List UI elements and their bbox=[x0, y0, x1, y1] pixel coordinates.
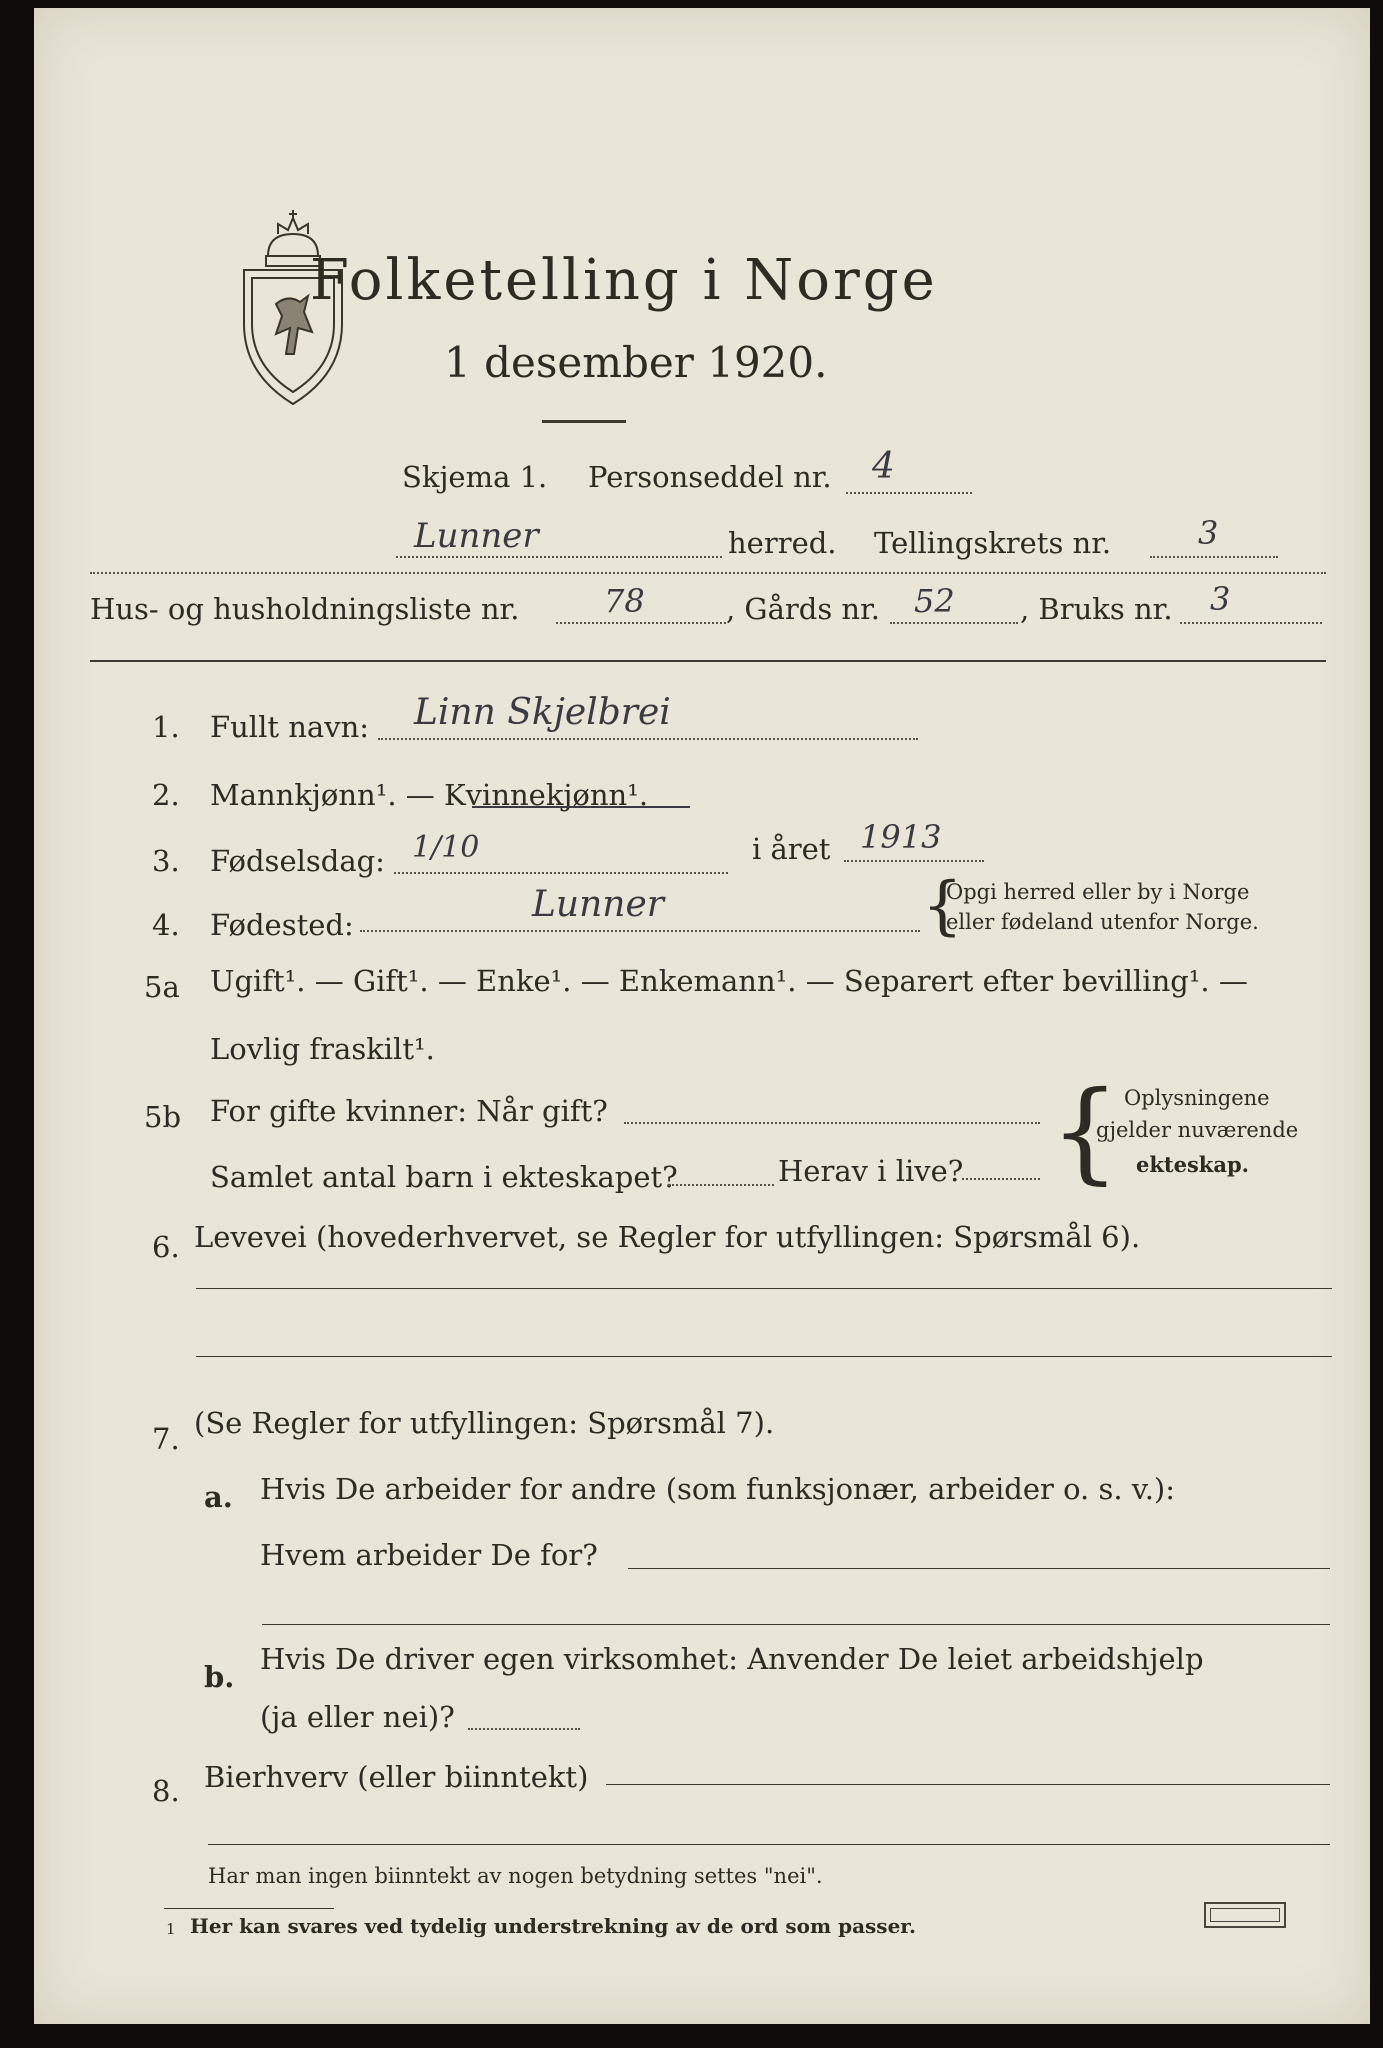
hus-value[interactable]: 78 bbox=[604, 582, 645, 620]
q8-note: Har man ingen biinntekt av nogen betydning settes "nei". bbox=[208, 1864, 823, 1888]
tellingskrets-value[interactable]: 3 bbox=[1198, 514, 1219, 552]
q5a-number: 5a bbox=[144, 970, 180, 1004]
herred-line bbox=[396, 556, 722, 558]
q6-label: Levevei (hovederhvervet, se Regler for utfyllingen: Spørsmål 6). bbox=[194, 1220, 1141, 1254]
q1-full-name-value[interactable]: Linn Skjelbrei bbox=[414, 692, 671, 733]
q7a-line2: Hvem arbeider De for? bbox=[260, 1538, 598, 1572]
q4-brace: { bbox=[922, 869, 963, 943]
q7b-line1: Hvis De driver egen virksomhet: Anvender De leiet arbeidshjelp bbox=[260, 1642, 1204, 1676]
q5a-marital-options: Ugift¹. — Gift¹. — Enke¹. — Enkemann¹. — Separert efter bevilling¹. — bbox=[210, 964, 1248, 998]
q7b-letter: b. bbox=[204, 1660, 235, 1694]
herred-label: herred. bbox=[728, 526, 837, 560]
q5b-when-married-label: For gifte kvinner: Når gift? bbox=[210, 1094, 608, 1128]
q7a-line1: Hvis De arbeider for andre (som funksjonær, arbeider o. s. v.): bbox=[260, 1472, 1176, 1506]
q5b-note-line1: Oplysningene bbox=[1124, 1086, 1270, 1110]
personseddel-value[interactable]: 4 bbox=[872, 446, 895, 487]
q3-year-line bbox=[844, 860, 984, 862]
q3-year-value[interactable]: 1913 bbox=[860, 818, 942, 856]
title-divider bbox=[542, 420, 626, 423]
q5b-children-line[interactable] bbox=[668, 1184, 774, 1186]
bruks-label: , Bruks nr. bbox=[1020, 592, 1173, 626]
q5b-number: 5b bbox=[144, 1100, 182, 1134]
gards-value[interactable]: 52 bbox=[914, 582, 955, 620]
q2-kvinnekjonn-underline[interactable] bbox=[472, 806, 690, 808]
q5b-note-line3: ekteskap. bbox=[1136, 1152, 1249, 1177]
q1-label: Fullt navn: bbox=[210, 710, 370, 744]
hus-line bbox=[556, 622, 726, 624]
q8-number: 8. bbox=[152, 1774, 180, 1808]
q4-label: Fødested: bbox=[210, 908, 354, 942]
header-separator-dotted bbox=[90, 572, 1326, 574]
schema-label: Skjema 1. bbox=[402, 460, 548, 494]
q4-note-line1: Opgi herred eller by i Norge bbox=[946, 880, 1250, 904]
q5b-when-married-line[interactable] bbox=[624, 1122, 1040, 1124]
q7-label: (Se Regler for utfyllingen: Spørsmål 7). bbox=[194, 1406, 775, 1440]
q1-number: 1. bbox=[152, 710, 180, 744]
printer-mark-stamp bbox=[1204, 1902, 1286, 1928]
q8-label: Bierhverv (eller biinntekt) bbox=[204, 1760, 589, 1794]
q7-number: 7. bbox=[152, 1422, 180, 1456]
q7b-answer-line[interactable] bbox=[468, 1728, 580, 1730]
q1-line bbox=[378, 738, 918, 740]
personseddel-label: Personseddel nr. bbox=[588, 460, 832, 494]
header-separator-solid bbox=[90, 660, 1326, 662]
gards-label: , Gårds nr. bbox=[726, 592, 880, 626]
q7b-line2: (ja eller nei)? bbox=[260, 1700, 455, 1734]
q5b-note-line2: gjelder nuværende bbox=[1096, 1118, 1299, 1142]
q5b-brace: { bbox=[1050, 1067, 1120, 1195]
form-title: Folketelling i Norge bbox=[310, 248, 938, 313]
q4-number: 4. bbox=[152, 908, 180, 942]
footnote-divider bbox=[164, 1908, 334, 1909]
q2-gender-options: Mannkjønn¹. — Kvinnekjønn¹. bbox=[210, 778, 649, 812]
q3-line bbox=[394, 872, 728, 874]
q3-birthday-value[interactable]: 1/10 bbox=[412, 830, 480, 865]
q3-number: 3. bbox=[152, 844, 180, 878]
q8-answer-line-2[interactable] bbox=[208, 1844, 1330, 1845]
herred-value[interactable]: Lunner bbox=[414, 516, 539, 556]
q6-answer-line-2[interactable] bbox=[196, 1356, 1332, 1357]
hus-label: Hus- og husholdningsliste nr. bbox=[90, 592, 520, 626]
q5b-alive-label: Herav i live? bbox=[778, 1154, 964, 1188]
q3-year-label: i året bbox=[752, 832, 831, 866]
q7a-answer-line-1[interactable] bbox=[628, 1568, 1330, 1569]
tellingskrets-line bbox=[1150, 556, 1278, 558]
gards-line bbox=[890, 622, 1018, 624]
q4-birthplace-value[interactable]: Lunner bbox=[532, 884, 664, 925]
q6-number: 6. bbox=[152, 1230, 180, 1264]
q4-note-line2: eller fødeland utenfor Norge. bbox=[946, 910, 1259, 934]
personseddel-line bbox=[846, 492, 972, 494]
q2-number: 2. bbox=[152, 778, 180, 812]
census-date: 1 desember 1920. bbox=[444, 338, 828, 387]
bruks-line bbox=[1180, 622, 1322, 624]
q3-label: Fødselsdag: bbox=[210, 844, 385, 878]
q7a-letter: a. bbox=[204, 1480, 233, 1514]
footnote-mark: 1 bbox=[166, 1920, 176, 1938]
tellingskrets-label: Tellingskrets nr. bbox=[874, 526, 1112, 560]
census-form-page bbox=[34, 8, 1370, 2024]
q8-answer-line-1[interactable] bbox=[606, 1784, 1330, 1785]
q5b-children-label: Samlet antal barn i ekteskapet? bbox=[210, 1160, 678, 1194]
q6-answer-line-1[interactable] bbox=[196, 1288, 1332, 1289]
q5a-marital-options-cont: Lovlig fraskilt¹. bbox=[210, 1032, 435, 1066]
q5b-alive-line[interactable] bbox=[962, 1178, 1040, 1180]
footnote-text: Her kan svares ved tydelig understrekning av de ord som passer. bbox=[190, 1914, 916, 1938]
q4-line bbox=[360, 930, 920, 932]
bruks-value[interactable]: 3 bbox=[1210, 580, 1231, 618]
q7a-answer-line-2[interactable] bbox=[262, 1624, 1330, 1625]
